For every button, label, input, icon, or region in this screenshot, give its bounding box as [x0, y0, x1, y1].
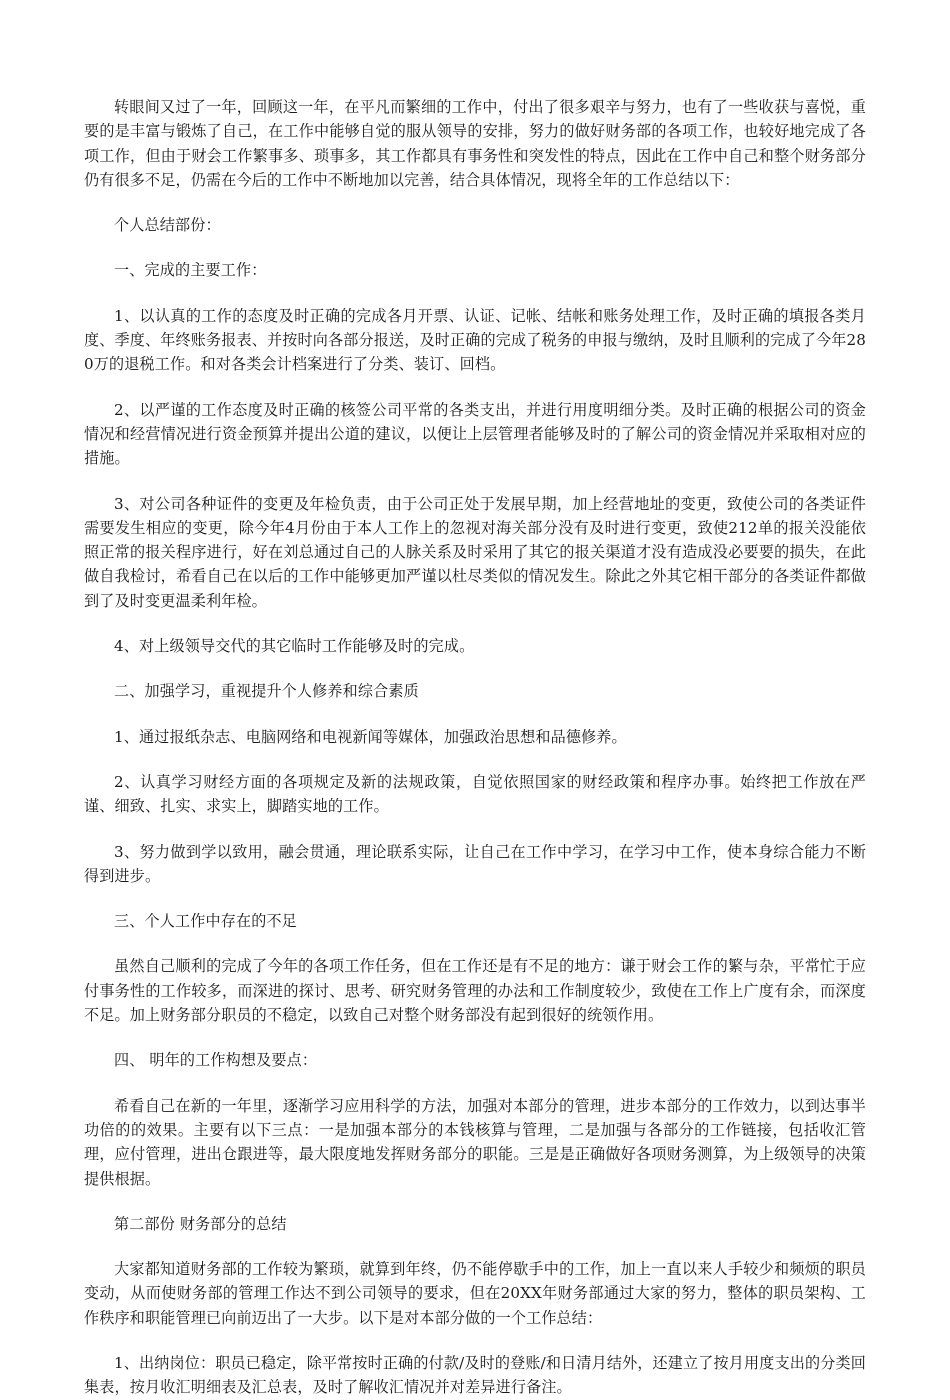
paragraph-item-2-2: 2、认真学习财经方面的各项规定及新的法规政策，自觉依照国家的财经政策和程序办事。始终把工作放在严谨、细致、扎实、求实上，脚踏实地的工作。 — [84, 772, 866, 816]
heading-part-two: 第二部份 财务部分的总结 — [114, 1214, 287, 1233]
document-body — [84, 95, 866, 1400]
paragraph-part-two-intro: 大家都知道财务部的工作较为繁琐，就算到年终，仍不能停歇手中的工作，加上一直以来人手较少和频烦的职员变动，从而使财务部的管理工作达不到公司领导的要求，但在20XX年财务部通过大家的努力，整体的职员架构、工作秩序和职能管理已向前迈出了一大步。以下是对本部分做的一个工作总结： — [84, 1260, 866, 1327]
heading-section-three: 三、个人工作中存在的不足 — [114, 912, 297, 931]
paragraph-item-1-4: 4、对上级领导交代的其它临时工作能够及时的完成。 — [114, 637, 475, 656]
heading-section-two: 二、加强学习，重视提升个人修养和综合素质 — [114, 682, 419, 701]
paragraph-intro: 转眼间又过了一年，回顾这一年，在平凡而繁细的工作中，付出了很多艰辛与努力，也有了一些收获与喜悦，重要的是丰富与锻炼了自己，在工作中能够自觉的服从领导的安排，努力的做好财务部的各项工作，也较好地完成了各项工作，但由于财会工作繁事多、琐事多，其工作都具有事务性和突发性的特点，因此在工作中自己和整个财务部分仍有很多不足，仍需在今后的工作中不断地加以完善，结合具体情况，现将全年的工作总结以下： — [84, 98, 866, 189]
paragraph-item-5-1: 1、出纳岗位：职员已稳定，除平常按时正确的付款/及时的登账/和日清月结外，还建立了按月用度支出的分类回集表，按月收汇明细表及汇总表，及时了解收汇情况并对差异进行备注。 — [84, 1353, 866, 1397]
paragraph-item-1-1: 1、以认真的工作的态度及时正确的完成各月开票、认证、记帐、结帐和账务处理工作，及时正确的填报各类月度、季度、年终账务报表、并按时向各部分报送，及时正确的完成了税务的申报与缴纳，及时且顺利的完成了今年280万的退税工作。和对各类会计档案进行了分类、装订、回档。 — [84, 306, 866, 374]
heading-section-four: 四、 明年的工作构想及要点： — [114, 1051, 318, 1070]
heading-section-one: 一、完成的主要工作： — [114, 261, 267, 280]
paragraph-item-2-1: 1、通过报纸杂志、电脑网络和电视新闻等媒体，加强政治思想和品德修养。 — [114, 727, 627, 746]
heading-personal-summary: 个人总结部份： — [114, 216, 221, 235]
paragraph-item-1-3: 3、对公司各种证件的变更及年检负责，由于公司正处于发展早期，加上经营地址的变更，致使公司的各类证件需要发生相应的变更，除今年4月份由于本人工作上的忽视对海关部分没有及时进行变更，致使212单的报关没能依照正常的报关程序进行，好在刘总通过自己的人脉关系及时采用了其它的报关渠道才没有造成没必要要的损失，在此做自我检讨，希看自己在以后的工作中能够更加严谨以杜尽类似的情况发生。除此之外其它相干部分的各类证件都做到了及时变更温柔利年检。 — [84, 494, 866, 610]
paragraph-item-4-1: 希看自己在新的一年里，逐渐学习应用科学的方法，加强对本部分的管理，进步本部分的工作效力，以到达事半功倍的的效果。主要有以下三点：一是加强本部分的本钱核算与管理，二是加强与各部分的工作链接，包括收汇管理，应付管理，进出仓跟进等，最大限度地发挥财务部分的职能。三是是正确做好各项财务测算，为上级领导的决策提供根据。 — [84, 1096, 866, 1188]
paragraph-item-3-1: 虽然自己顺利的完成了今年的各项工作任务，但在工作还是有不足的地方：谦于财会工作的繁与杂，平常忙于应付事务性的工作较多，而深进的探讨、思考、研究财务管理的办法和工作制度较少，致使在工作上广度有余，而深度不足。加上财务部分职员的不稳定，以致自己对整个财务部没有起到很好的统领作用。 — [84, 957, 866, 1025]
paragraph-item-1-2: 2、以严谨的工作态度及时正确的核签公司平常的各类支出，并进行用度明细分类。及时正确的根据公司的资金情况和经营情况进行资金预算并提出公道的建议，以便让上层管理者能够及时的了解公司的资金情况并采取相对应的措施。 — [84, 400, 866, 468]
paragraph-item-2-3: 3、努力做到学以致用，融会贯通，理论联系实际，让自己在工作中学习，在学习中工作，使本身综合能力不断得到进步。 — [84, 842, 866, 885]
